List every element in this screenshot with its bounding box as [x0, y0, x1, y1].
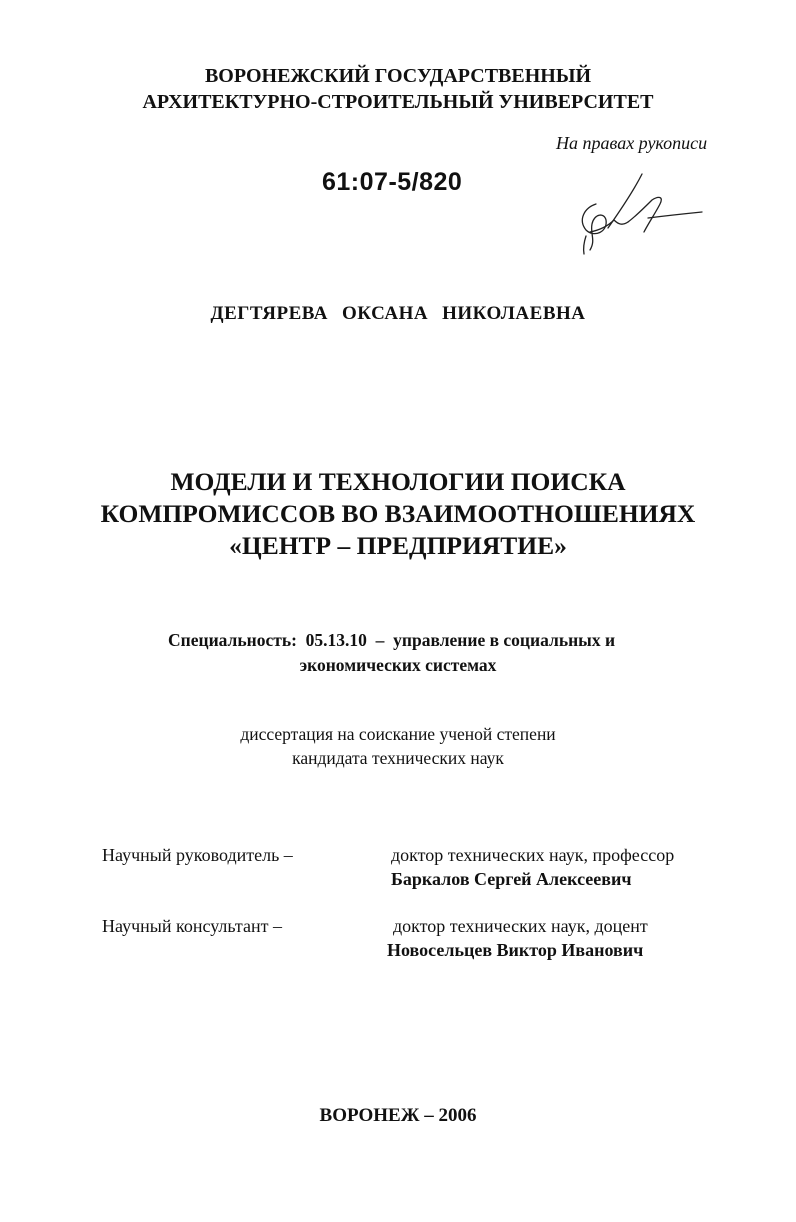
specialty-line1: Специальность: 05.13.10 – управление в социальных и	[168, 630, 616, 650]
consultant-name: Новосельцев Виктор Иванович	[387, 940, 644, 960]
specialty-line2: экономических системах	[299, 655, 497, 675]
thesis-title-line3: «ЦЕНТР – ПРЕДПРИЯТИЕ»	[229, 531, 567, 560]
city-year: ВОРОНЕЖ – 2006	[319, 1105, 477, 1126]
author-patronymic: НИКОЛАЕВНА	[442, 303, 586, 324]
supervisor-label: Научный руководитель –	[102, 845, 293, 865]
thesis-title-line2: КОМПРОМИССОВ ВО ВЗАИМООТНОШЕНИЯХ	[100, 499, 696, 528]
university-name-line2: АРХИТЕКТУРНО-СТРОИТЕЛЬНЫЙ УНИВЕРСИТЕТ	[142, 91, 654, 113]
author-first-name: ОКСАНА	[341, 303, 429, 324]
catalog-code: 61:07-5/820	[322, 168, 463, 196]
handwritten-signature-icon	[556, 168, 706, 258]
supervisor-name: Баркалов Сергей Алексеевич	[391, 869, 632, 889]
thesis-title-line1: МОДЕЛИ И ТЕХНОЛОГИИ ПОИСКА	[170, 467, 626, 496]
author-surname: ДЕГТЯРЕВА	[210, 303, 328, 324]
author-name	[0, 303, 796, 325]
consultant-label: Научный консультант –	[102, 916, 282, 936]
manuscript-rights-note: На правах рукописи	[556, 133, 708, 153]
university-name-line1: ВОРОНЕЖСКИЙ ГОСУДАРСТВЕННЫЙ	[204, 65, 592, 87]
dissertation-type-line2: кандидата технических наук	[292, 748, 504, 768]
supervisor-degree: доктор технических наук, профессор	[391, 845, 675, 865]
dissertation-type-line1: диссертация на соискание ученой степени	[240, 724, 556, 744]
consultant-degree: доктор технических наук, доцент	[393, 916, 648, 936]
